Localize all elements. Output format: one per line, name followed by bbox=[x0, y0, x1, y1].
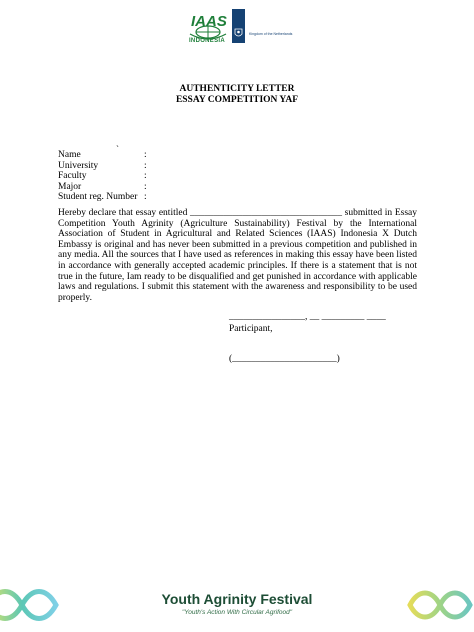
field-label-student-reg-number: Student reg. Number bbox=[58, 192, 138, 202]
footer-tagline: "Youth's Action With Circular Agrifood" bbox=[181, 609, 293, 616]
netherlands-label: Kingdom of the Netherlands bbox=[249, 32, 293, 36]
signature-place-date-line: ________________, __ _________ ____ bbox=[229, 312, 386, 322]
stray-mark: ` bbox=[116, 144, 119, 154]
signature-name-line: (______________________) bbox=[229, 354, 340, 364]
declaration-paragraph: Hereby declare that essay entitled ________________________________ submitted in Essay Competition Youth Agrinity (Agriculture Sustainability) Festival by the International Association of Student in Agricultural and Related Sciences (IAAS) Indonesia X Dutch Embassy is original and has never been submitted in a previous competition and published in any media. All the sources that I have used as references in making this essay have been listed in accordance with generally accepted academic principles. If there is a statement that is not true in the future, Iam ready to be disqualified and get punished in accordance with applicable laws and regulations. I submit this statement with the awareness and responsibility to be used properly. bbox=[58, 208, 417, 303]
iaas-country-label: INDONESIA bbox=[188, 38, 226, 44]
footer-title: Youth Agrinity Festival bbox=[161, 591, 313, 607]
field-colon: : bbox=[144, 181, 147, 192]
field-colon: : bbox=[144, 171, 147, 181]
signature-role: Participant, bbox=[229, 324, 273, 334]
field-label-major: Major bbox=[58, 181, 82, 192]
field-colon: : bbox=[144, 150, 147, 160]
field-label-name: Name bbox=[58, 150, 81, 160]
field-colon: : bbox=[144, 160, 147, 171]
field-label-faculty: Faculty bbox=[58, 171, 87, 181]
document-title: AUTHENTICITY LETTER bbox=[179, 84, 295, 94]
document-subtitle: ESSAY COMPETITION YAF bbox=[175, 95, 299, 105]
svg-text:IAAS: IAAS bbox=[191, 13, 227, 30]
field-colon: : bbox=[144, 192, 147, 202]
netherlands-crest-icon bbox=[234, 28, 243, 38]
field-label-university: University bbox=[58, 160, 99, 171]
